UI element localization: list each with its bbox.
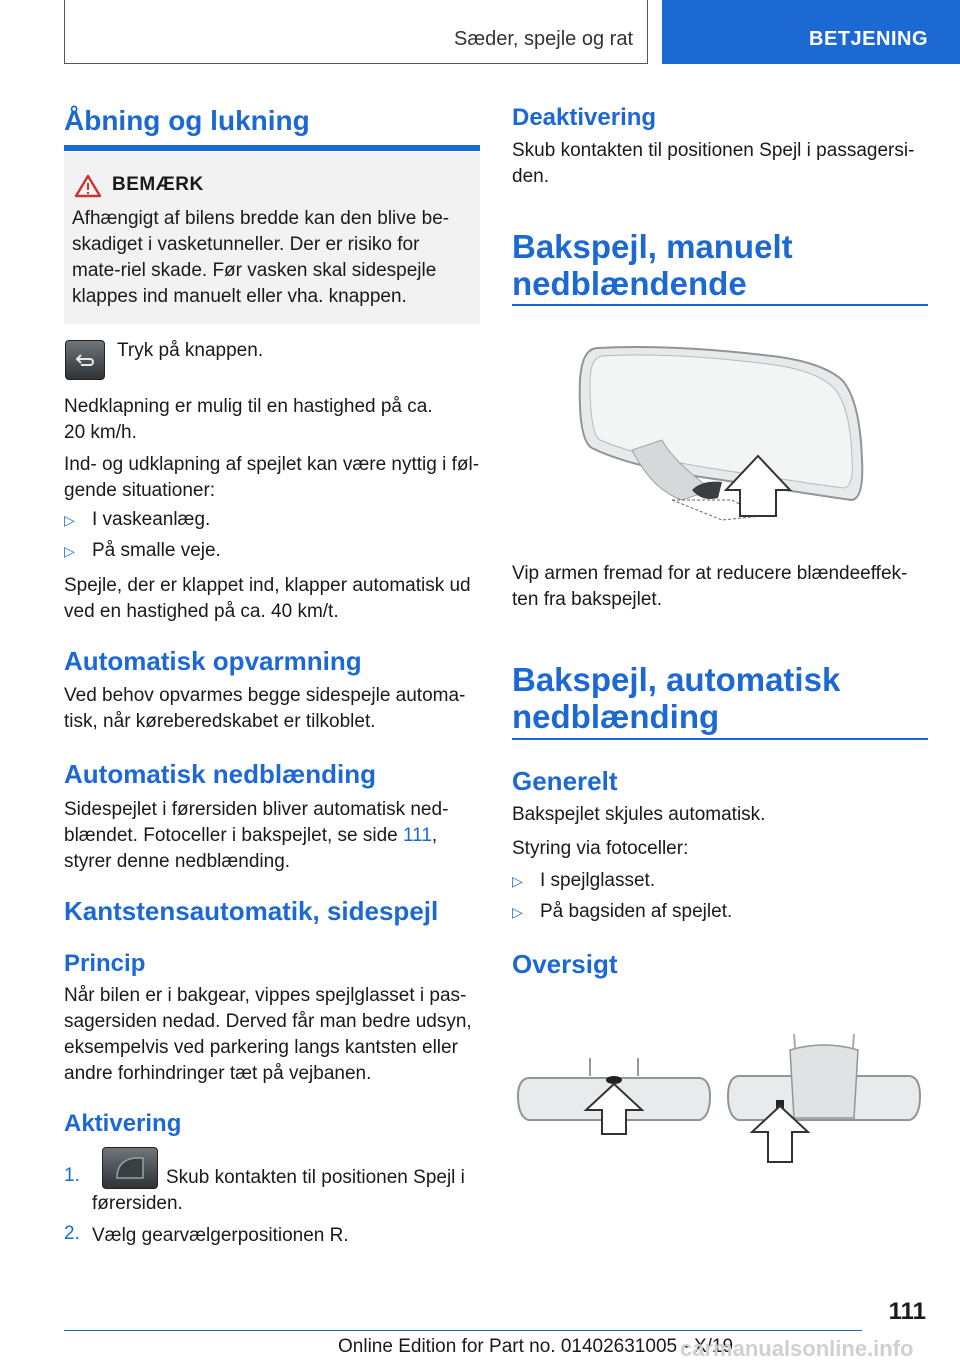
footer-edition: Online Edition for Part no. 01402631005 - X/19 — [338, 1336, 734, 1357]
heading-kantsten: Kantstensautomatik, sidespejl — [64, 896, 439, 926]
list-item: ▷ På smalle veje. — [64, 538, 221, 564]
note-box — [64, 152, 480, 324]
rearview-mirror-image — [572, 340, 868, 530]
heading-deaktivering: Deaktivering — [512, 104, 657, 131]
heading-oversigt: Oversigt — [512, 949, 618, 979]
step-number: 2. — [64, 1223, 80, 1244]
note-title: BEMÆRK — [112, 174, 204, 195]
heading-aktivering: Aktivering — [64, 1110, 182, 1137]
para-opvarmning: Ved behov opvarmes begge sidespejle automa-tisk, når køreberedskabet er tilkoblet. — [64, 685, 466, 732]
para-nedblaending: Sidespejlet i førersiden bliver automatisk ned-blændet. Fotoceller i bakspejlet, se side 111, styrer denne nedblænding. — [64, 799, 449, 872]
footer-rule — [64, 1330, 862, 1331]
header-chapter-title: BETJENING — [809, 28, 928, 50]
list-item: ▷ I vaskeanlæg. — [64, 507, 210, 533]
heading-rule — [64, 145, 480, 151]
para-generelt-2: Styring via fotoceller: — [512, 838, 689, 859]
para-deaktivering: Skub kontakten til positionen Spejl i passagersi-den. — [512, 140, 915, 187]
list-item: ▷ I spejlglasset. — [512, 868, 655, 894]
heading-abning: Åbning og lukning — [64, 105, 310, 136]
bullet-icon: ▷ — [512, 873, 523, 889]
para-situationer: Ind- og udklapning af spejlet kan være nyttig i føl-gende situationer: — [64, 454, 480, 501]
bullet-icon: ▷ — [64, 543, 75, 559]
para-nedklapning: Nedklapning er mulig til en hastighed på ca. 20 km/h. — [64, 396, 433, 443]
warning-icon — [74, 174, 102, 198]
mirror-back-image — [724, 1030, 924, 1164]
list-item: ▷ På bagsiden af spejlet. — [512, 899, 732, 925]
header-section-title: Sæder, spejle og rat — [454, 28, 633, 50]
mirror-front-image — [514, 1050, 714, 1162]
watermark: carmanualsonline.info — [680, 1336, 914, 1361]
step-number: 1. — [64, 1165, 80, 1186]
heading-auto: Bakspejl, automatisk nedblænding — [512, 661, 841, 735]
heading-opvarmning: Automatisk opvarmning — [64, 646, 362, 676]
step-2-text: Vælg gearvælgerpositionen R. — [92, 1225, 349, 1246]
bullet-icon: ▷ — [64, 512, 75, 528]
para-manuelt: Vip armen fremad for at reducere blændeeffek-ten fra bakspejlet. — [512, 563, 908, 610]
heading-rule — [512, 304, 928, 306]
header-section-box — [64, 0, 648, 64]
tryk-text: Tryk på knappen. — [117, 340, 264, 361]
bullet-icon: ▷ — [512, 904, 523, 920]
para-klapper-ud: Spejle, der er klappet ind, klapper automatisk ud ved en hastighed på ca. 40 km/t. — [64, 575, 471, 622]
heading-manuelt: Bakspejl, manuelt nedblændende — [512, 228, 793, 302]
para-princip: Når bilen er i bakgear, vippes spejlglasset i pas-sagersiden nedad. Derved får man bedre udsyn, eksempelvis ved parkering langs kantsten eller andre forhindringer tæt på vejbanen. — [64, 985, 472, 1084]
step-1-text: Skub kontakten til positionen Spejl i førersiden. — [92, 1167, 465, 1214]
heading-rule — [512, 738, 928, 740]
mirror-fold-button-icon — [65, 340, 105, 380]
page-link-111[interactable]: 111 — [403, 825, 432, 846]
header-chapter-tab[interactable] — [662, 0, 960, 64]
page-number: 111 — [888, 1298, 926, 1325]
note-body: Afhængigt af bilens bredde kan den blive be-skadiget i vasketunneller. Der er risiko for mate-riel skade. Før vasken skal sidespejle klappes ind manuelt eller vha. knappen. — [72, 208, 450, 307]
para-generelt-1: Bakspejlet skjules automatisk. — [512, 804, 766, 825]
heading-nedblaending: Automatisk nedblænding — [64, 759, 376, 789]
heading-princip: Princip — [64, 950, 146, 977]
heading-generelt: Generelt — [512, 766, 618, 796]
